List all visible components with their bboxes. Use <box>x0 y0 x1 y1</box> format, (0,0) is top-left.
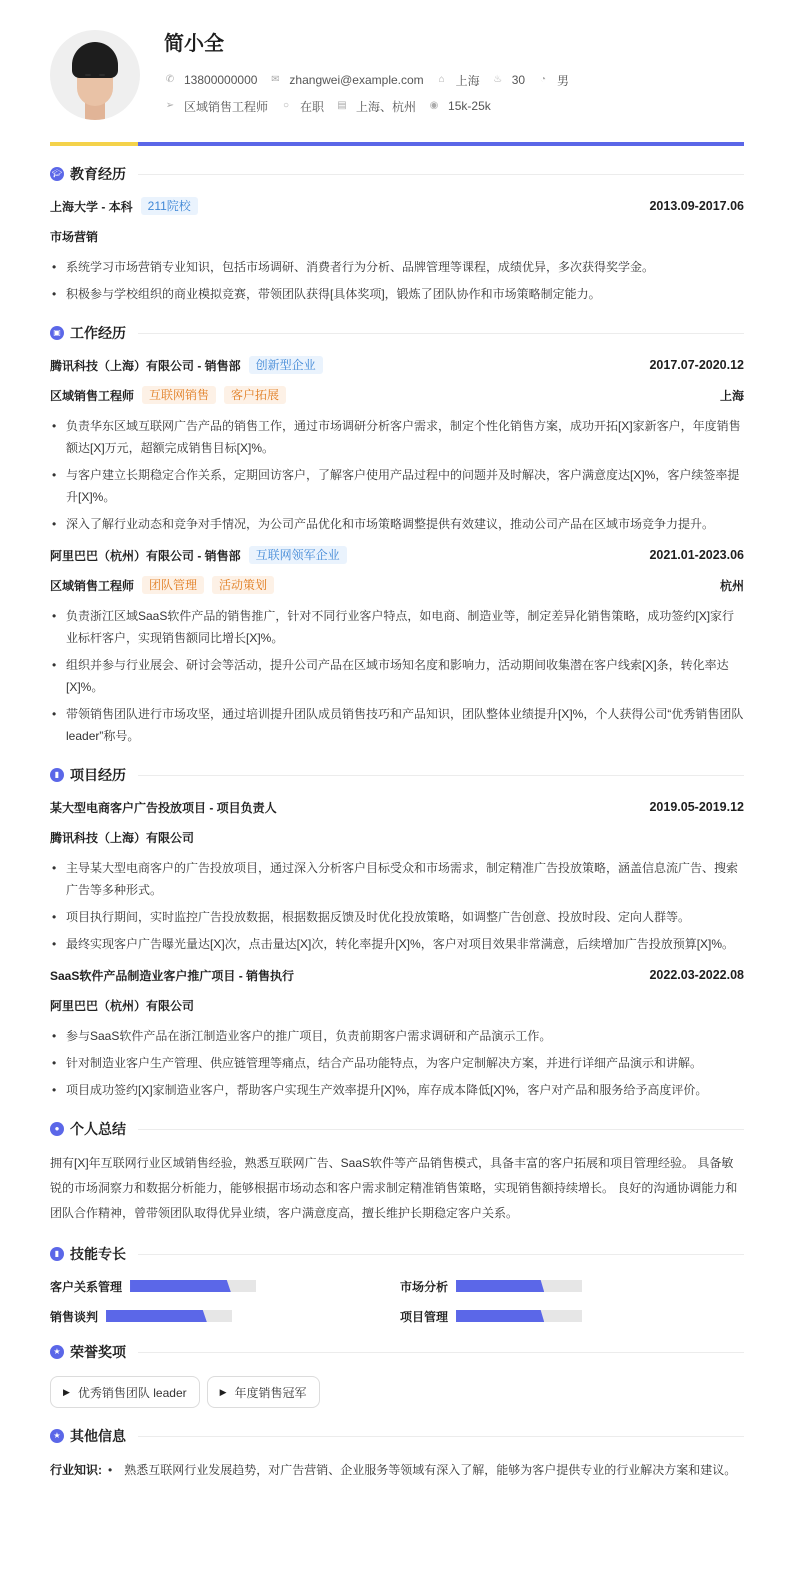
section-header <box>50 763 744 787</box>
list-item: • 负责浙江区域SaaS软件产品的销售推广，针对不同行业客户特点，如电商、制造业等，制定差异化销售策略，成功签约[X]家行业标杆客户，实现销售额同比增长[X]%。 <box>50 605 744 649</box>
project-name: SaaS软件产品制造业客户推广项目 - 销售执行 <box>50 968 295 983</box>
section-rule <box>138 1436 744 1437</box>
position-tag: 客户拓展 <box>224 386 286 404</box>
cake-icon: ♨ <box>493 74 503 85</box>
section-work <box>50 321 744 747</box>
skill-bar <box>456 1280 582 1292</box>
award-chip[interactable] <box>50 1376 200 1408</box>
position: 区域销售工程师 <box>50 388 135 403</box>
section-rule <box>138 1129 744 1130</box>
contact-gender: ◔ 男 <box>537 72 569 89</box>
info-icon: ★ <box>50 1429 64 1443</box>
project-entry <box>50 797 744 955</box>
section-title: 项目经历 <box>70 767 126 783</box>
other-text: 熟悉互联网行业发展趋势，对广告营销、企业服务等领域有深入了解，能够为客户提供专业的行业解决方案和建议。 <box>124 1463 737 1477</box>
work-location: 杭州 <box>719 578 744 593</box>
list-item: • 项目执行期间，实时监控广告投放数据，根据数据反馈及时优化投放策略，如调整广告创意、投放时段、定向人群等。 <box>50 906 744 928</box>
job-target: ➢ 区域销售工程师 <box>165 99 269 114</box>
project-company: 阿里巴巴（杭州）有限公司 <box>50 998 195 1013</box>
section-rule <box>138 775 744 776</box>
education-date: 2013.09-2017.06 <box>649 199 744 213</box>
contact-phone: ✆ 13800000000 <box>165 73 258 87</box>
play-triangle-icon: ▶ <box>219 1386 227 1397</box>
list-item: • 与客户建立长期稳定合作关系，定期回访客户，了解客户使用产品过程中的问题并及时解决，客户满意度达[X]%，客户续签率提升[X]%。 <box>50 464 744 508</box>
project-name: 某大型电商客户广告投放项目 - 项目负责人 <box>50 800 277 815</box>
section-projects <box>50 763 744 1101</box>
summary-text: 拥有[X]年互联网行业区域销售经验，熟悉互联网广告、SaaS软件等产品销售模式，具备丰富的客户拓展和项目管理经验。 具备敏锐的市场洞察力和数据分析能力，能够根据市场动态和客户需求制定精准销售策略，实现销售额持续增长。 良好的沟通协调能力和团队合作精神，曾带领团队取得优异业绩，客户满意度高，擅长维护长期稳定客户关系。 <box>50 1156 738 1220</box>
work-bullets <box>50 605 744 747</box>
work-bullets <box>50 415 744 535</box>
work-date: 2017.07-2020.12 <box>649 358 744 372</box>
send-icon: ➢ <box>165 100 175 111</box>
skill-name: 客户关系管理 <box>50 1279 123 1294</box>
skill-name: 市场分析 <box>400 1279 449 1294</box>
section-header <box>50 1242 744 1266</box>
award-icon: ★ <box>50 1345 64 1359</box>
company-name: 阿里巴巴（杭州）有限公司 - 销售部 <box>50 548 241 563</box>
awards-list <box>50 1376 744 1408</box>
position-tag: 团队管理 <box>142 576 204 594</box>
section-header <box>50 1340 744 1364</box>
bar-chart-icon: ▮ <box>50 768 64 782</box>
award-label: 优秀销售团队 leader <box>77 1385 187 1400</box>
company-tag: 创新型企业 <box>249 356 323 374</box>
skill-bar <box>456 1310 582 1322</box>
list-item: • 参与SaaS软件产品在浙江制造业客户的推广项目，负责前期客户需求调研和产品演示工作。 <box>50 1025 744 1047</box>
list-item: • 积极参与学校组织的商业模拟竞赛，带领团队获得[具体奖项]，锻炼了团队协作和市场策略制定能力。 <box>50 283 744 305</box>
candidate-name: 简小全 <box>164 33 224 55</box>
award-chip[interactable] <box>207 1376 320 1408</box>
list-item: • 深入了解行业动态和竞争对手情况，为公司产品优化和市场策略调整提供有效建议，推动公司产品在区域市场竞争力提升。 <box>50 513 744 535</box>
section-rule <box>138 1254 744 1255</box>
section-header <box>50 321 744 345</box>
project-date: 2022.03-2022.08 <box>649 968 744 982</box>
school-tag: 211院校 <box>141 197 198 215</box>
accent-divider <box>50 142 744 146</box>
job-salary: ◉ 15k-25k <box>429 99 491 113</box>
project-date: 2019.05-2019.12 <box>649 800 744 814</box>
skill-bar <box>106 1310 232 1322</box>
section-other <box>50 1424 744 1480</box>
section-rule <box>138 333 744 334</box>
contact-city: ⌂ 上海 <box>436 72 480 89</box>
section-awards <box>50 1340 744 1408</box>
bar-chart-icon: ▮ <box>50 1247 64 1261</box>
school-name: 上海大学 - 本科 <box>50 199 133 214</box>
skills-grid <box>50 1278 744 1324</box>
list-item: • 针对制造业客户生产管理、供应链管理等痛点，结合产品功能特点，为客户定制解决方案，并进行详细产品演示和讲解。 <box>50 1052 744 1074</box>
work-entry <box>50 545 744 747</box>
avatar <box>50 30 140 120</box>
skill-fill <box>130 1280 231 1292</box>
list-item: • 带领销售团队进行市场攻坚，通过培训提升团队成员销售技巧和产品知识，团队整体业绩提升[X]%，个人获得公司“优秀销售团队 leader”称号。 <box>50 703 744 747</box>
section-skills <box>50 1242 744 1324</box>
section-header <box>50 162 744 186</box>
gender-icon: ◔ <box>540 74 547 85</box>
contact-row <box>164 72 581 88</box>
accent-yellow <box>50 142 138 146</box>
user-icon: ● <box>50 1122 64 1136</box>
section-header <box>50 1424 744 1448</box>
section-summary <box>50 1117 744 1226</box>
skill-name: 销售谈判 <box>50 1309 99 1324</box>
skill-item <box>400 1278 700 1294</box>
other-info-row <box>50 1460 744 1480</box>
major: 市场营销 <box>50 229 99 244</box>
education-entry <box>50 196 744 305</box>
contact-email: ✉ zhangwei@example.com <box>271 73 424 87</box>
work-location: 上海 <box>719 388 744 403</box>
bullet-dot: • <box>108 1463 113 1477</box>
position: 区域销售工程师 <box>50 578 135 593</box>
skill-fill <box>456 1280 544 1292</box>
education-bullets <box>50 256 744 305</box>
salary-icon: ◉ <box>429 100 439 111</box>
list-item: • 最终实现客户广告曝光量达[X]次，点击量达[X]次，转化率提升[X]%，客户对项目效果非常满意，后续增加广告投放预算[X]%。 <box>50 933 744 955</box>
position-tag: 互联网销售 <box>142 386 216 404</box>
phone-icon: ✆ <box>165 74 175 85</box>
work-entry <box>50 355 744 535</box>
job-status: ○ 在职 <box>280 98 324 115</box>
project-company: 腾讯科技（上海）有限公司 <box>50 830 195 845</box>
list-item: • 项目成功签约[X]家制造业客户，帮助客户实现生产效率提升[X]%，库存成本降低[X]%，客户对产品和服务给予高度评价。 <box>50 1079 744 1101</box>
skill-fill <box>456 1310 544 1322</box>
job-cities: ▤ 上海、杭州 <box>337 99 417 114</box>
other-label: 行业知识: <box>50 1463 102 1477</box>
section-title: 个人总结 <box>70 1121 126 1137</box>
section-title: 工作经历 <box>70 325 126 341</box>
briefcase-icon: ▣ <box>50 326 64 340</box>
contact-age: ♨ 30 <box>493 73 526 87</box>
list-item: • 主导某大型电商客户的广告投放项目，通过深入分析客户目标受众和市场需求，制定精准广告投放策略，涵盖信息流广告、搜索广告等多种形式。 <box>50 857 744 901</box>
section-header <box>50 1117 744 1141</box>
resume-header <box>50 28 744 132</box>
header-info <box>164 28 581 114</box>
building-icon: ▤ <box>337 100 347 111</box>
project-entry <box>50 965 744 1101</box>
section-education <box>50 162 744 305</box>
skill-bar <box>130 1280 256 1292</box>
job-row <box>164 98 581 114</box>
company-tag: 互联网领军企业 <box>249 546 347 564</box>
home-icon: ⌂ <box>438 74 445 85</box>
list-item: • 组织并参与行业展会、研讨会等活动，提升公司产品在区域市场知名度和影响力，活动期间收集潜在客户线索[X]条，转化率达[X]%。 <box>50 654 744 698</box>
section-rule <box>138 174 744 175</box>
status-icon: ○ <box>282 100 290 111</box>
skill-item <box>50 1278 400 1294</box>
section-title: 教育经历 <box>70 166 126 182</box>
project-bullets <box>50 1025 744 1101</box>
play-triangle-icon: ▶ <box>63 1386 70 1397</box>
section-title: 其他信息 <box>70 1428 126 1444</box>
skill-item <box>50 1308 400 1324</box>
accent-blue <box>138 142 744 146</box>
section-title: 荣誉奖项 <box>70 1344 126 1360</box>
project-bullets <box>50 857 744 955</box>
skill-name: 项目管理 <box>400 1309 449 1324</box>
skill-fill <box>106 1310 207 1322</box>
position-tag: 活动策划 <box>212 576 274 594</box>
work-date: 2021.01-2023.06 <box>649 548 744 562</box>
list-item: • 负责华东区域互联网广告产品的销售工作，通过市场调研分析客户需求，制定个性化销售方案，成功开拓[X]家新客户，年度销售额达[X]万元，超额完成销售目标[X]%。 <box>50 415 744 459</box>
mail-icon: ✉ <box>271 74 280 85</box>
graduation-cap-icon: 🎓︎ <box>50 167 64 181</box>
section-title: 技能专长 <box>70 1246 126 1262</box>
section-rule <box>138 1352 744 1353</box>
list-item: • 系统学习市场营销专业知识，包括市场调研、消费者行为分析、品牌管理等课程，成绩优异，多次获得奖学金。 <box>50 256 744 278</box>
skill-item <box>400 1308 700 1324</box>
company-name: 腾讯科技（上海）有限公司 - 销售部 <box>50 358 241 373</box>
award-label: 年度销售冠军 <box>234 1385 307 1400</box>
